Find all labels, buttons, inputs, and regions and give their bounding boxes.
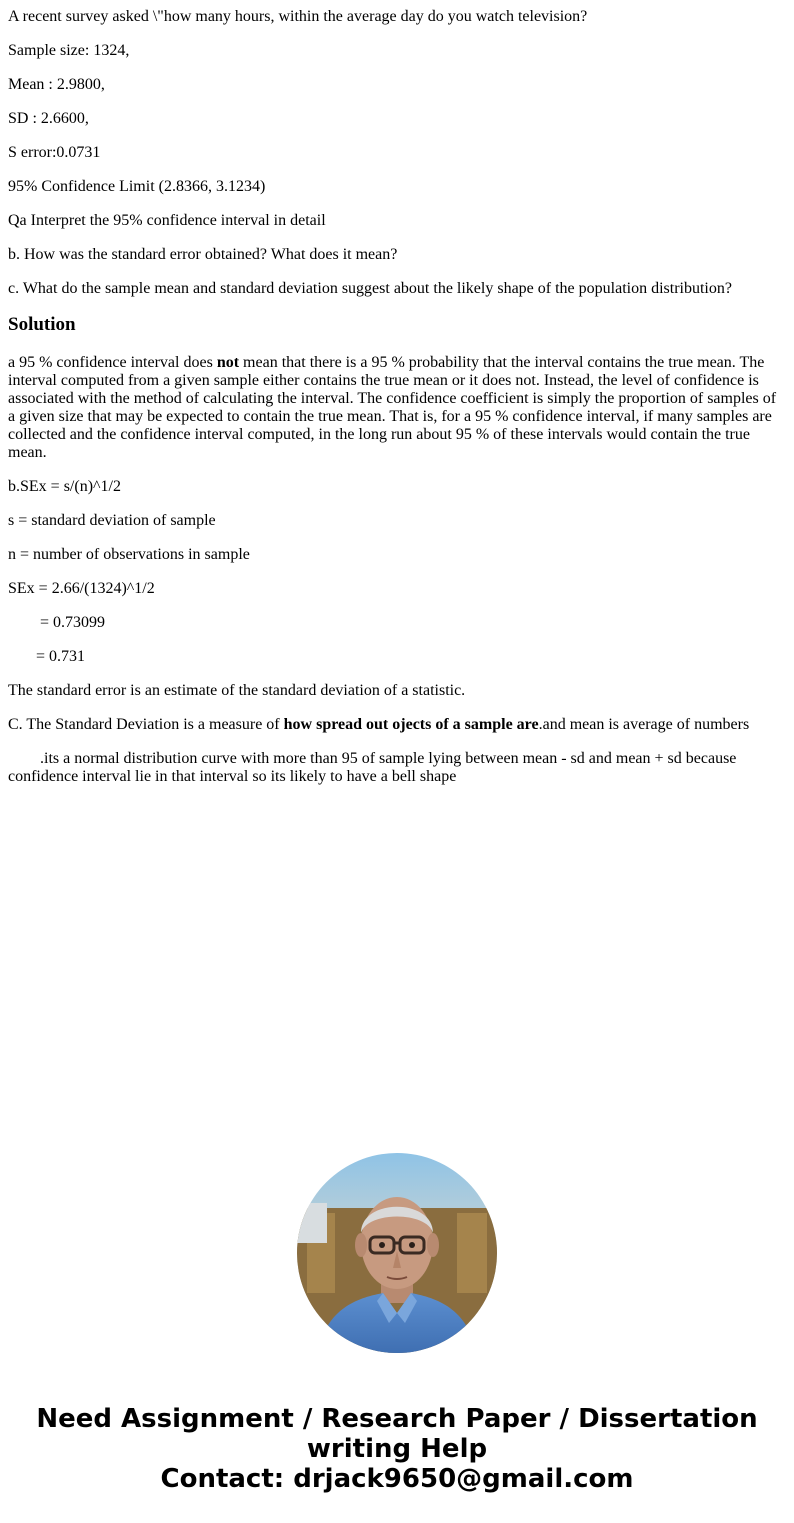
solution-b-result1: = 0.73099 (40, 614, 106, 631)
solution-b-meaning: The standard error is an estimate of the standard deviation of a statistic. (8, 682, 466, 699)
footer-line-3: Contact: drjack9650@gmail.com (160, 1464, 634, 1494)
footer-line-2: writing Help (306, 1434, 488, 1464)
footer-line-1: Need Assignment / Research Paper / Dissertation (36, 1404, 758, 1434)
solution-c-before: C. The Standard Deviation is a measure of (8, 716, 284, 733)
solution-a-before: a 95 % confidence interval does (8, 354, 217, 371)
mean-value: Mean : 2.9800, (8, 76, 105, 93)
solution-c-bold: how spread out ojects of a sample are (283, 716, 539, 733)
solution-part-c (8, 716, 780, 734)
question-part-c: c. What do the sample mean and standard deviation suggest about the likely shape of the population distribution? (8, 280, 732, 297)
solution-a-after: mean that there is a 95 % probability that the interval contains the true mean. The interval computed from a given sample either contains the true mean or it does not. Instead, the level of confidence is associated with the method of calculating the interval. The confidence coefficient is simply the proportion of samples of a given size that may be expected to contain the true mean. That is, for a 95 % confidence interval, if many samples are collected and the confidence interval computed, in the long run about 95 % of these intervals would contain the true mean. (8, 354, 777, 461)
s-error-value: S error:0.0731 (8, 144, 101, 161)
sample-size: Sample size: 1324, (8, 42, 130, 59)
solution-part-a (8, 354, 780, 462)
solution-b-n-def: n = number of observations in sample (8, 546, 250, 563)
question-intro: A recent survey asked \"how many hours, within the average day do you watch television? (8, 8, 588, 25)
solution-c-shape (8, 750, 780, 786)
solution-b-calc: SEx = 2.66/(1324)^1/2 (8, 580, 155, 597)
footer-contact-banner (0, 1404, 794, 1494)
solution-b-formula: b.SEx = s/(n)^1/2 (8, 478, 121, 495)
solution-b-s-def: s = standard deviation of sample (8, 512, 216, 529)
avatar-portrait-image (297, 1153, 497, 1353)
avatar (297, 1153, 497, 1353)
sd-value: SD : 2.6600, (8, 110, 89, 127)
question-part-a: Qa Interpret the 95% confidence interval in detail (8, 212, 326, 229)
solution-heading: Solution (8, 314, 76, 335)
question-part-b: b. How was the standard error obtained? What does it mean? (8, 246, 398, 263)
solution-b-result2: = 0.731 (36, 648, 86, 665)
confidence-limit: 95% Confidence Limit (2.8366, 3.1234) (8, 178, 266, 195)
solution-c-after: .and mean is average of numbers (538, 716, 750, 733)
solution-c-shape-text: .its a normal distribution curve with more than 95 of sample lying between mean - sd and mean + sd because confidence interval lie in that interval so its likely to have a bell shape (8, 750, 737, 785)
solution-a-bold: not (216, 354, 240, 371)
document-body (8, 8, 780, 802)
